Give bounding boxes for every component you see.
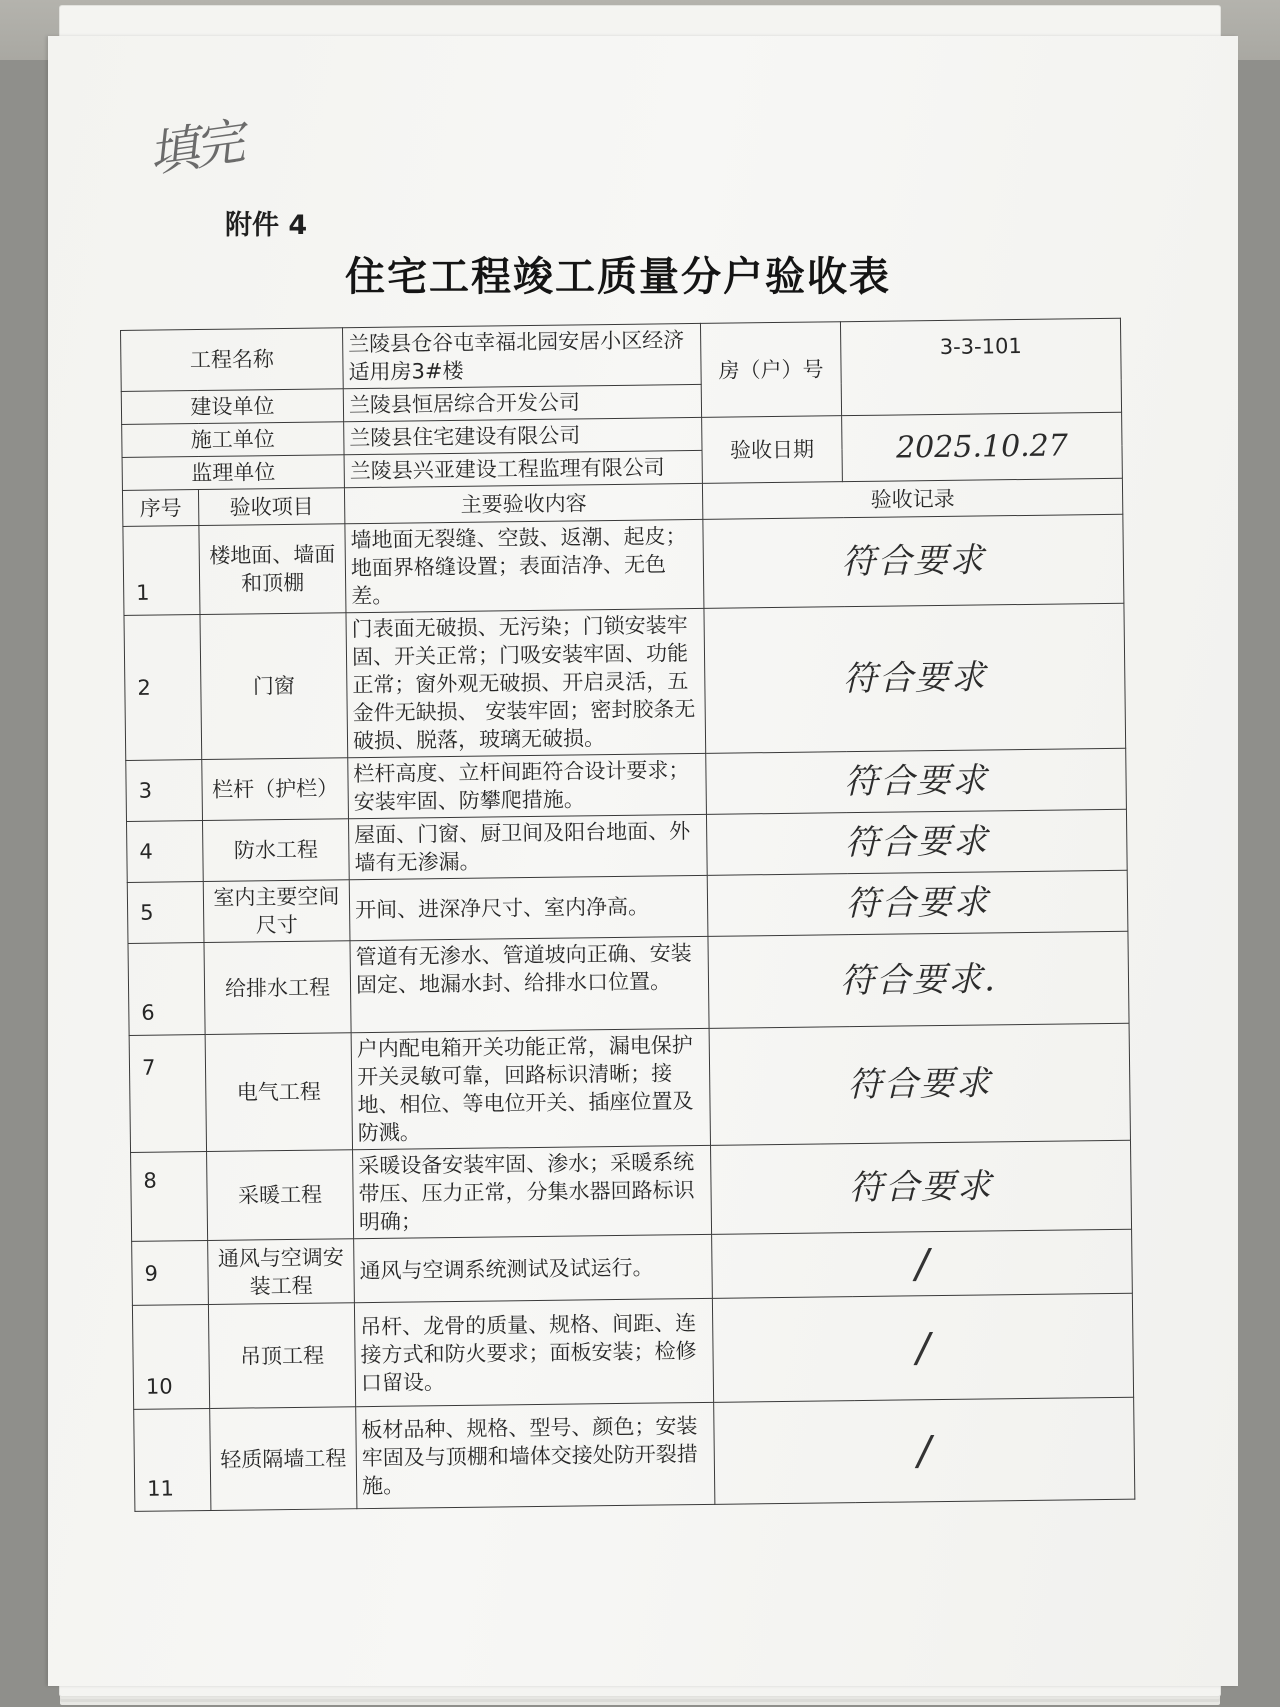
- row-content: 户内配电箱开关功能正常，漏电保护开关灵敏可靠，回路标识清晰；接地、相位、等电位开关、插座位置及防溅。: [351, 1028, 710, 1149]
- row-record: 符合要求: [704, 603, 1126, 753]
- row-item: 门窗: [200, 613, 348, 760]
- row-item: 给排水工程: [204, 941, 351, 1035]
- row-number: 9: [132, 1240, 209, 1305]
- row-record: 符合要求: [706, 809, 1127, 875]
- table-row: [132, 1229, 1133, 1305]
- room-value: 3-3-101: [840, 318, 1121, 415]
- row-content: 板材品种、规格、型号、颜色；安装牢固及与顶棚和墙体交接处防开裂措施。: [356, 1402, 715, 1508]
- row-number: 8: [131, 1152, 208, 1242]
- row-content: 墙地面无裂缝、空鼓、返潮、起皮；地面界格缝设置；表面洁净、无色差。: [345, 519, 704, 612]
- row-record: 符合要求.: [708, 931, 1129, 1028]
- row-number: 3: [126, 760, 203, 822]
- row-record: 符合要求: [711, 1140, 1132, 1234]
- contractor-value: 兰陵县住宅建设有限公司: [344, 417, 702, 454]
- supervisor-label: 监理单位: [122, 455, 344, 491]
- row-content: 管道有无渗水、管道坡向正确、安装固定、地漏水封、给排水口位置。: [350, 936, 709, 1032]
- row-content: 栏杆高度、立杆间距符合设计要求；安装牢固、防攀爬措施。: [348, 753, 707, 818]
- row-number: 2: [124, 615, 202, 761]
- row-record: /: [714, 1397, 1135, 1504]
- row-item: 采暖工程: [207, 1150, 354, 1241]
- row-record: /: [712, 1293, 1133, 1402]
- row-number: 6: [128, 943, 205, 1036]
- row-item: 轻质隔墙工程: [210, 1407, 357, 1511]
- row-content: 屋面、门窗、厨卫间及阳台地面、外墙有无渗漏。: [348, 814, 707, 879]
- project-name-value: 兰陵县仓谷屯幸福北园安居小区经济适用房3#楼: [342, 323, 701, 388]
- table-row: [129, 1023, 1130, 1152]
- row-number: 11: [134, 1408, 211, 1511]
- row-record: /: [712, 1229, 1133, 1298]
- row-number: 7: [129, 1035, 206, 1153]
- row-item: 防水工程: [202, 819, 349, 882]
- header-record: 验收记录: [702, 478, 1122, 519]
- row-record: 符合要求: [706, 748, 1127, 814]
- table-row: [128, 931, 1129, 1035]
- row-number: 5: [127, 882, 204, 944]
- date-label: 验收日期: [702, 416, 843, 484]
- attachment-label: 附件 4: [225, 210, 308, 241]
- table-row: [134, 1397, 1135, 1511]
- row-item: 楼地面、墙面和顶棚: [199, 524, 346, 615]
- row-item: 通风与空调安装工程: [208, 1239, 355, 1305]
- acceptance-table: [120, 318, 1134, 1520]
- row-number: 10: [132, 1304, 209, 1409]
- row-item: 栏杆（护栏）: [202, 758, 349, 821]
- builder-label: 建设单位: [121, 389, 343, 425]
- row-content: 采暖设备安装牢固、渗水；采暖系统带压、压力正常，分集水器回路标识明确；: [353, 1145, 712, 1238]
- row-item: 室内主要空间尺寸: [203, 880, 350, 943]
- row-item: 电气工程: [205, 1033, 352, 1152]
- table-row: [131, 1140, 1132, 1241]
- row-content: 通风与空调系统测试及试运行。: [354, 1234, 713, 1302]
- handwritten-note: 填完: [144, 112, 245, 184]
- row-record: 符合要求: [709, 1023, 1130, 1145]
- table-row: [132, 1293, 1133, 1409]
- row-record: 符合要求: [703, 514, 1124, 608]
- row-content: 开间、进深净尺寸、室内净高。: [349, 875, 708, 940]
- header-seq: 序号: [122, 490, 198, 527]
- builder-value: 兰陵县恒居综合开发公司: [343, 384, 701, 421]
- header-content: 主要验收内容: [344, 483, 702, 523]
- row-content: 吊杆、龙骨的质量、规格、间距、连接方式和防火要求；面板安装；检修口留设。: [354, 1298, 713, 1406]
- table-row: [124, 603, 1126, 760]
- row-number: 4: [127, 821, 204, 883]
- row-number: 1: [123, 526, 200, 616]
- row-record: 符合要求: [707, 870, 1128, 936]
- date-value: 2025.10.27: [842, 412, 1123, 481]
- project-name-label: 工程名称: [121, 328, 344, 392]
- supervisor-value: 兰陵县兴亚建设工程监理有限公司: [344, 450, 702, 487]
- room-label: 房（户）号: [700, 322, 841, 418]
- contractor-label: 施工单位: [122, 422, 344, 458]
- row-content: 门表面无破损、无污染；门锁安装牢固、开关正常；门吸安装牢固、功能正常；窗外观无破损、开启灵活，五金件无缺损、 安装牢固；密封胶条无破损、脱落，玻璃无破损。: [346, 608, 706, 757]
- row-item: 吊顶工程: [208, 1303, 355, 1409]
- header-item: 验收项目: [198, 488, 344, 526]
- table-row: [123, 514, 1124, 615]
- page-title: 住宅工程竣工质量分户验收表: [345, 254, 891, 300]
